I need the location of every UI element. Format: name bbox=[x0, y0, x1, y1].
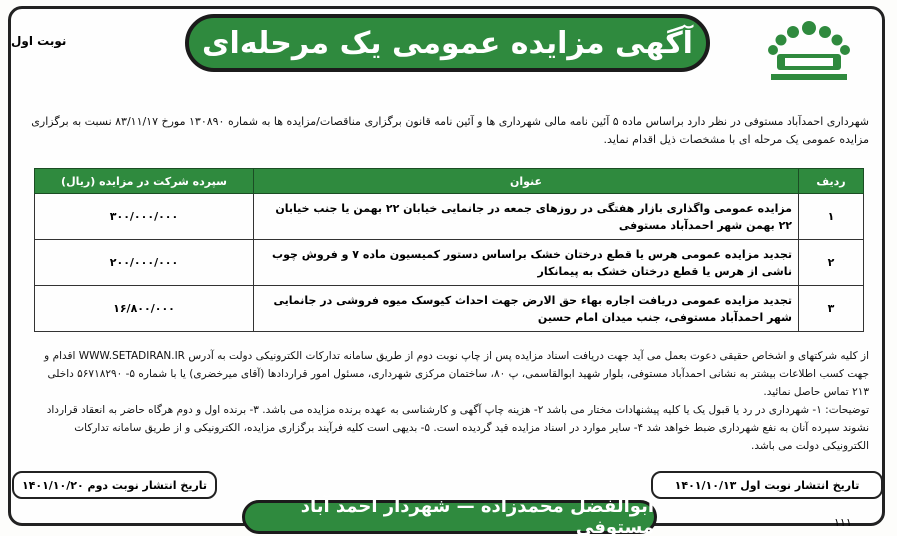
notes-paragraph: توضیحات: ۱- شهرداری در رد یا قبول یک یا کلیه پیشنهادات مختار می باشد ۲- هزینه چاپ آگهی و کارشناسی به عهده برنده مزایده می باشد. ۳- برنده اول و دوم هرگاه حاضر به انعقاد قرارداد نشوند سپرده آنان به نفع شهرداری ضبط خواهد شد ۴- سایر موارد در اسناد مزایده قید گردیده است. ۵- بدیهی است کلیه فرآیند برگزاری مزایده، الکترونیکی و از طریق سامانه تدارکات الکترونیکی دولت می باشد. bbox=[46, 404, 869, 452]
signature-banner bbox=[242, 496, 657, 538]
first-publication-date: تاریخ انتشار نوبت اول ۱۴۰۱/۱۰/۱۳ bbox=[651, 471, 883, 499]
table-row bbox=[35, 194, 864, 240]
row-title: تجدید مزایده عمومی دریافت اجاره بهاء حق الارض جهت احداث کیوسک میوه فروشی در جانمایی شهر احمدآباد مستوفی، جنب میدان امام حسین bbox=[254, 286, 799, 332]
table-row bbox=[35, 286, 864, 332]
row-deposit: ۱۶/۸۰۰/۰۰۰ bbox=[35, 286, 254, 332]
second-publication-date: تاریخ انتشار نوبت دوم ۱۴۰۱/۱۰/۲۰ bbox=[12, 471, 217, 499]
invitation-paragraph: از کلیه شرکتهای و اشخاص حقیقی دعوت بعمل می آید جهت دریافت اسناد مزایده پس از چاپ نوبت دوم از طریق سامانه تدارکات الکترونیکی دولت به آدرس WWW.SETADIRAN.IR اقدام و جهت کسب اطلاعات بیشتر به نشانی احمدآباد مستوفی، بلوار شهید ابوالقاسمی، پ ۸۰، ساختمان مرکزی شهرداری، مسئول امور قراردادها (آقای میرخضری) یا با شماره ۵- ۵۶۷۱۸۲۹۰ داخلی ۲۱۳ تماس حاصل نمائید. bbox=[44, 350, 869, 398]
signature: ابوالفضل محمدزاده — شهردار احمد آباد مستوفی bbox=[300, 496, 654, 538]
col-header-deposit: سپرده شرکت در مزایده (ریال) bbox=[35, 169, 254, 194]
intro-paragraph: شهرداری احمدآباد مستوفی در نظر دارد براساس ماده ۵ آئین نامه مالی شهرداری ها و آئین نامه قانون برگزاری مناقصات/مزایده ها به شماره ۱۳۰۸۹۰ مورخ ۸۳/۱۱/۱۷ نسبت به برگزاری مزایده عمومی یک مرحله ای با مشخصات ذیل اقدام نماید. bbox=[31, 115, 869, 146]
row-number: ۱ bbox=[799, 194, 864, 240]
row-number: ۳ bbox=[799, 286, 864, 332]
title-banner bbox=[185, 14, 710, 72]
row-number: ۲ bbox=[799, 240, 864, 286]
body-text bbox=[29, 347, 869, 455]
page-number: ۱۱۱ bbox=[834, 516, 852, 529]
table-row bbox=[35, 240, 864, 286]
col-header-row-number: ردیف bbox=[799, 169, 864, 194]
table-header-row bbox=[35, 169, 864, 194]
auction-table bbox=[34, 168, 864, 332]
edition-badge: نوبت اول bbox=[11, 34, 67, 48]
row-deposit: ۳۰۰/۰۰۰/۰۰۰ bbox=[35, 194, 254, 240]
row-deposit: ۲۰۰/۰۰۰/۰۰۰ bbox=[35, 240, 254, 286]
page-title: آگهی مزایده عمومی یک مرحله‌ای bbox=[202, 25, 693, 61]
row-title: مزایده عمومی واگذاری بازار هفتگی در روزهای جمعه در جانمایی خیابان ۲۲ بهمن یا جنب خیابان ۲۲ بهمن شهر احمدآباد مستوفی bbox=[254, 194, 799, 240]
col-header-title: عنوان bbox=[254, 169, 799, 194]
municipality-logo bbox=[741, 14, 877, 86]
row-title: تجدید مزایده عمومی هرس یا قطع درختان خشک براساس دستور کمیسیون ماده ۷ و فروش چوب ناشی از هرس یا قطع درختان خشک به پیمانکار bbox=[254, 240, 799, 286]
